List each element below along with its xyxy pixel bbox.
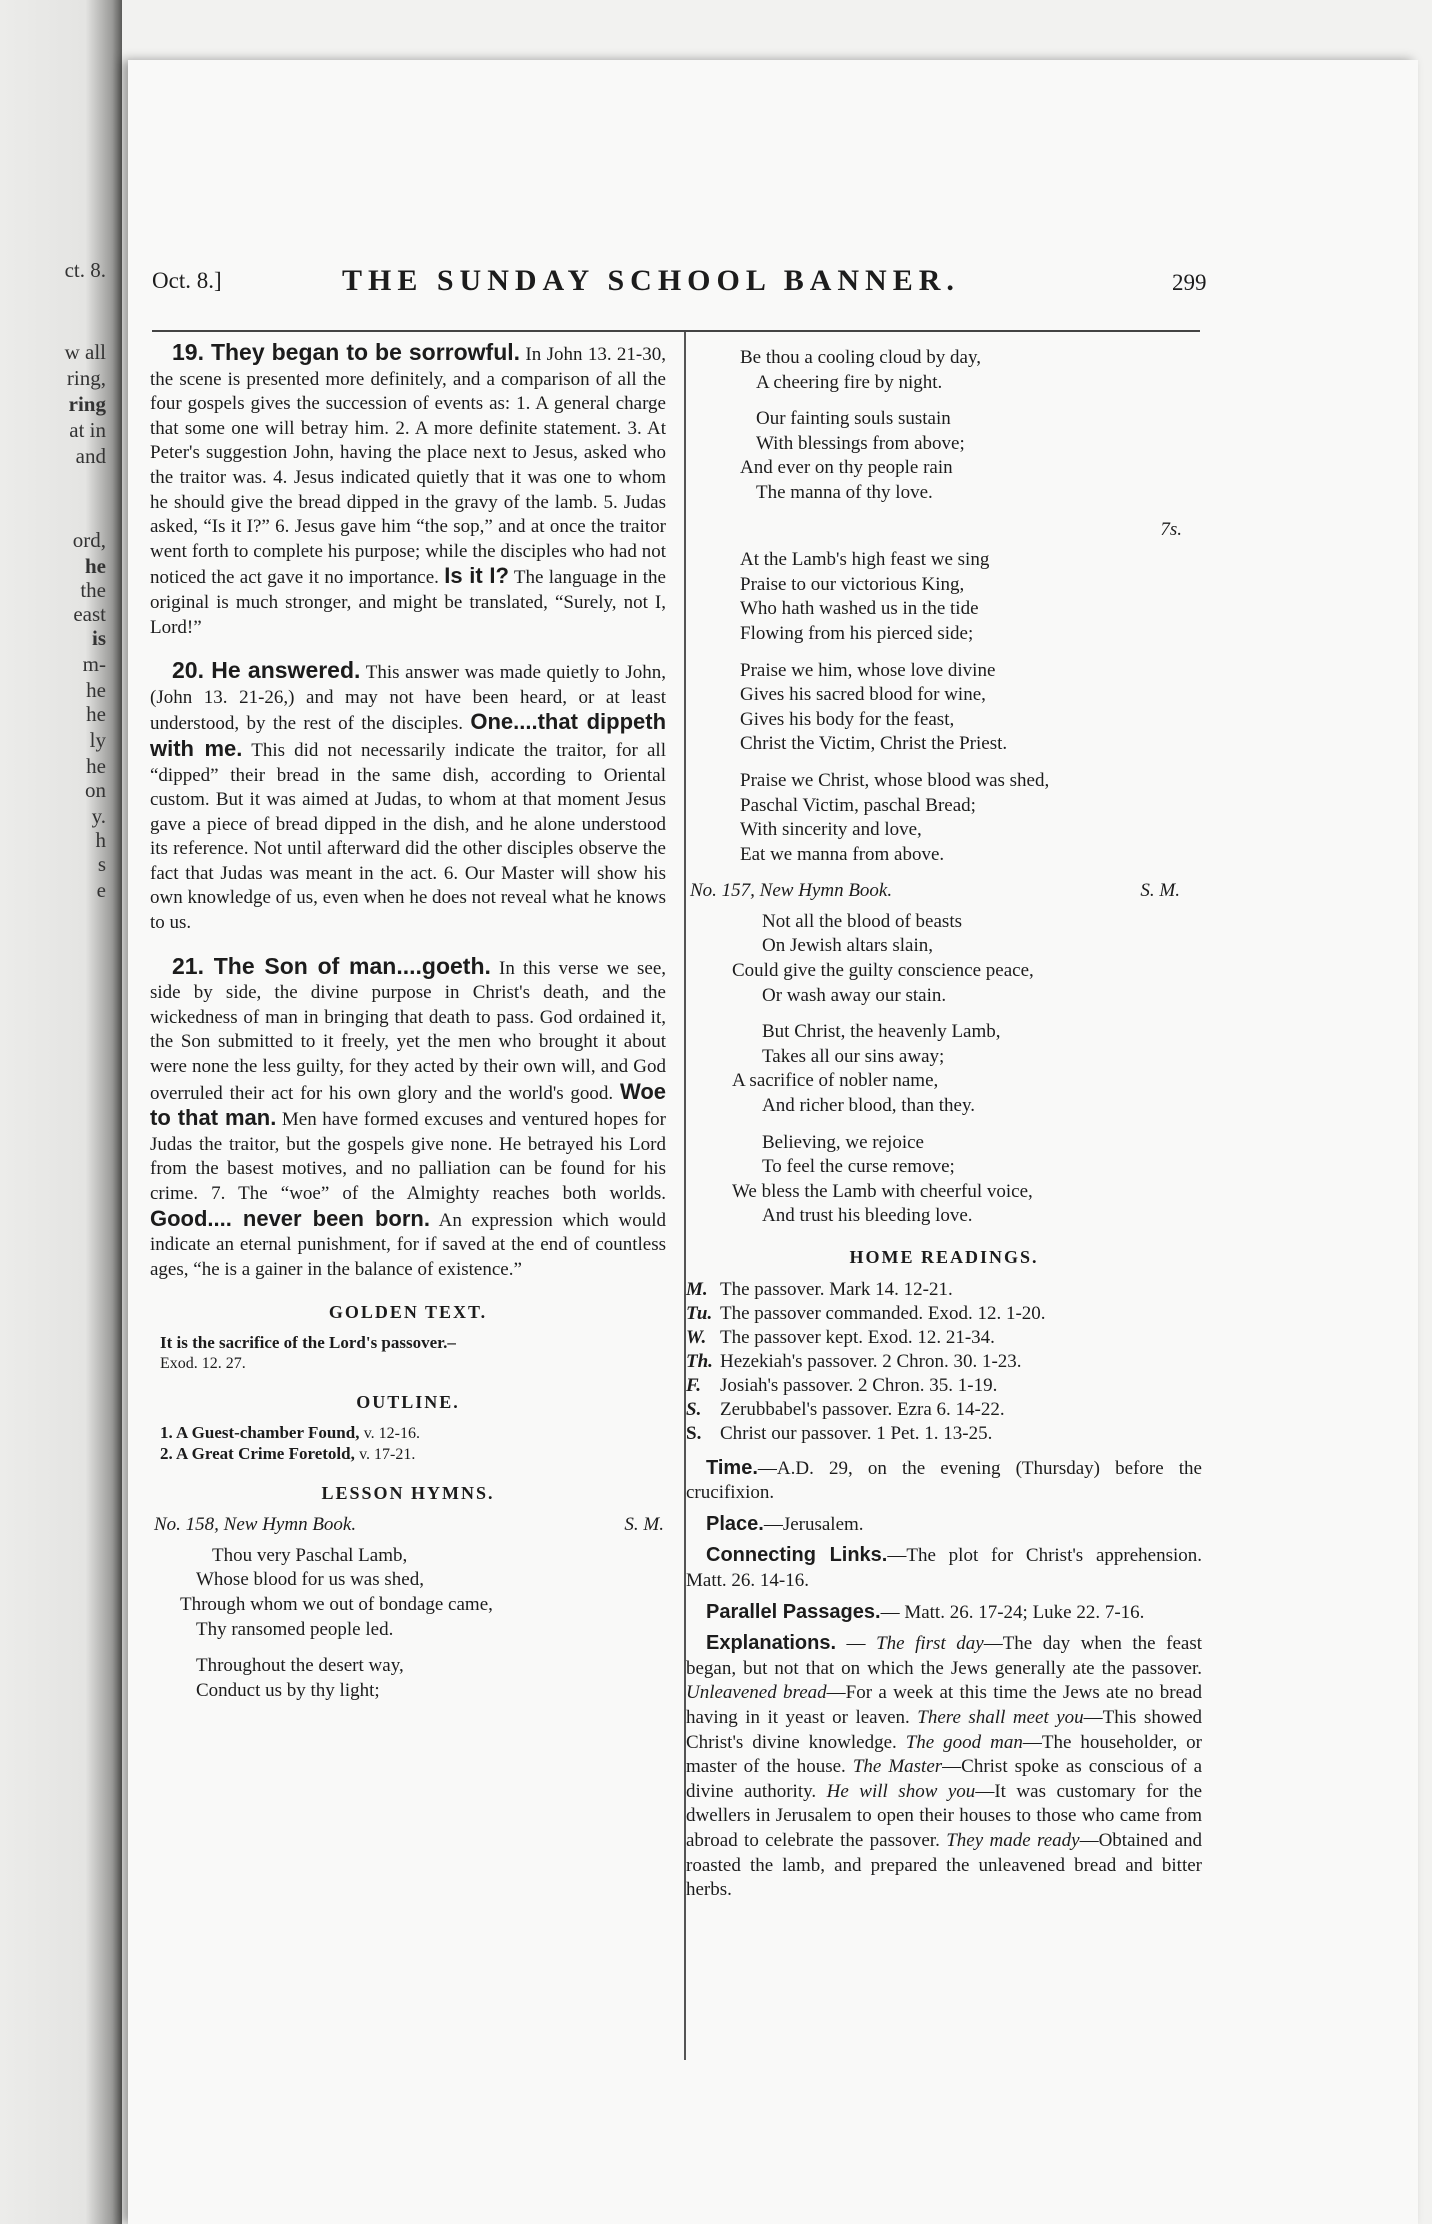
hymn-meter: S. M. [624, 1514, 664, 1536]
explanations-note [686, 1631, 1202, 1903]
hymn-line: Thy ransomed people led. [196, 1618, 394, 1640]
reading-day: Th. [686, 1350, 713, 1372]
hymn-verse [150, 1544, 666, 1642]
note-lead: Is it I? [444, 563, 509, 589]
note-lead: One....that dippeth with me. [150, 709, 667, 761]
hymn-line: Conduct us by thy light; [196, 1679, 380, 1701]
note-lead: 20. He answered. [172, 657, 361, 684]
reading-row [686, 1398, 1202, 1422]
facing-page-text: ly [89, 728, 106, 752]
hymn-line: Throughout the desert way, [196, 1655, 404, 1677]
note-label: Connecting Links. [706, 1544, 888, 1567]
reading-text: Christ our passover. 1 Pet. 1. 13-25. [720, 1422, 993, 1444]
note-lead: 21. The Son of man....goeth. [172, 952, 491, 979]
hymn-verse [686, 346, 1202, 395]
note-text: —The plot for Christ's apprehension. Matt. 26. 14-16. [686, 1545, 1202, 1591]
hymn-line: Whose blood for us was shed, [196, 1569, 424, 1591]
facing-page-text: h [95, 828, 106, 852]
note-text: —Obtained and roasted the lamb, and prepared the unleavened bread and bitter herbs. [686, 1829, 1202, 1901]
note-text: —For a week at this time the Jews ate no bread having in it yeast or leaven. [686, 1682, 1202, 1728]
reading-row [686, 1374, 1202, 1398]
outline-item-text: 1. A Guest-chamber Found, [160, 1422, 360, 1442]
hymn-meter: 7s. [1160, 518, 1182, 540]
reading-day: W. [686, 1326, 707, 1348]
note-text: —The householder, or master of the house. [686, 1731, 1202, 1778]
note-verse-19 [150, 340, 666, 640]
note-lead: Woe to that man. [150, 1078, 666, 1131]
outline-item [160, 1423, 666, 1444]
hymn-line: And ever on thy people rain [740, 457, 953, 479]
hymn-line: Paschal Victim, paschal Bread; [740, 794, 976, 816]
note-text: —Jerusalem. [763, 1513, 864, 1535]
hymn-verse [686, 910, 1202, 1008]
reading-day: S. [686, 1422, 702, 1444]
hymn-line: Could give the guilty conscience peace, [732, 960, 1034, 982]
note-text: This did not necessarily indicate the traitor, for all “dipped” their bread in the same dish, according to Oriental custom. But it was aimed at Judas, to whom at that moment Jesus gave a piece of bread dipped in the dish, and he alone understood its reference. Not until afterward did the other disciples observe the fact that Judas was meant in the act. 6. Our Master will show his own knowledge of us, even when he does not reveal what he knows to us. [150, 739, 666, 934]
note-text: In John 13. 21-30, the scene is presented more definitely, and a comparison of all the four gospels gives the succession of events as: 1. A general charge that some one will betray him. 2. A more definite statement. 3. At Peter's suggestion John, having the place next to Jesus, asked who the traitor was. 4. Jesus indicated quietly that it was one to whom he should give the bread dipped in the gravy of the lamb. 5. Judas asked, “Is it I?” 6. Jesus gave him “the sop,” and at once the traitor went forth to complete his purpose; while the disciples who had not noticed the act gave it no importance. [150, 344, 666, 589]
hymn-source: No. 158, New Hymn Book. [154, 1514, 357, 1536]
outline-heading: OUTLINE. [356, 1391, 460, 1412]
note-text: This answer was made quietly to John, (John 13. 21-26,) and may not have been heard, or at least understood, by the rest of the disciples. [150, 662, 666, 735]
reading-text: The passover commanded. Exod. 12. 1-20. [720, 1302, 1046, 1324]
term: They made ready [946, 1829, 1080, 1851]
hymn-source-line [690, 879, 1180, 904]
hymn-line: At the Lamb's high feast we sing [740, 549, 990, 571]
reading-text: The passover. Mark 14. 12-21. [720, 1278, 953, 1300]
hymn-source-line [154, 1513, 664, 1538]
facing-page-text: ct. 8. [64, 258, 106, 282]
reading-row [686, 1278, 1202, 1302]
facing-page-text: he [85, 554, 106, 578]
header-title: THE SUNDAY SCHOOL BANNER. [342, 264, 960, 297]
hymn-line: But Christ, the heavenly Lamb, [762, 1021, 1001, 1043]
reading-row [686, 1326, 1202, 1350]
note-text: — Matt. 26. 17-24; Luke 22. 7-16. [880, 1601, 1145, 1623]
hymn-verse [150, 1654, 666, 1703]
reading-row [686, 1302, 1202, 1326]
note-text: Men have formed excuses and ventured hopes for Judas the traitor, but the gospels give none. He betrayed his Lord from the basest motives, and no palliation can be found for his crime. 7. The “woe” of the Almighty reaches both worlds. [150, 1109, 666, 1204]
hymn-line: Flowing from his pierced side; [740, 622, 974, 644]
note-lead: 19. They began to be sorrowful. [172, 339, 521, 365]
hymn-line: And trust his bleeding love. [762, 1205, 973, 1227]
facing-page-text: s [97, 852, 106, 876]
hymn-line: With blessings from above; [756, 432, 965, 454]
header-date: Oct. 8.] [152, 268, 222, 293]
home-readings-list [686, 1278, 1202, 1446]
hymn-line: A sacrifice of nobler name, [732, 1070, 939, 1092]
hymn-line: On Jewish altars slain, [762, 935, 933, 957]
time-note [686, 1456, 1202, 1506]
note-label: Explanations. [706, 1632, 837, 1655]
golden-text [160, 1333, 666, 1374]
hymn-verse [686, 659, 1202, 757]
facing-page-text: he [86, 702, 106, 726]
hymn-line: Christ the Victim, Christ the Priest. [740, 733, 1008, 755]
facing-page-text: w all [64, 340, 106, 364]
hymn-verse [686, 548, 1202, 646]
hymn-line: Takes all our sins away; [762, 1045, 945, 1067]
note-text: —The day when the feast began, but not that on which the Jews generally ate the passover. [686, 1633, 1202, 1679]
hymn-line: Be thou a cooling cloud by day, [740, 347, 981, 368]
hymn-line: And richer blood, than they. [762, 1095, 975, 1117]
hymn-line: A cheering fire by night. [756, 371, 943, 393]
term: The good man [905, 1731, 1023, 1753]
note-label: Time. [706, 1456, 758, 1479]
note-text: — [836, 1633, 877, 1655]
reading-text: Hezekiah's passover. 2 Chron. 30. 1-23. [720, 1350, 1022, 1372]
reading-day: Tu. [686, 1302, 713, 1324]
place-note [686, 1512, 1202, 1538]
reading-text: Josiah's passover. 2 Chron. 35. 1-19. [720, 1374, 998, 1396]
note-text: —This showed Christ's divine knowledge. [686, 1706, 1203, 1753]
term: The Master [852, 1756, 943, 1778]
note-lead: Good.... never been born. [150, 1205, 430, 1231]
term: The first day [876, 1633, 984, 1655]
note-label: Parallel Passages. [706, 1600, 881, 1623]
page-number: 299 [1172, 270, 1207, 295]
facing-page-edge [0, 0, 122, 2224]
reading-row [686, 1422, 1202, 1446]
hymn-line: Believing, we rejoice [762, 1131, 924, 1153]
reading-day: S. [686, 1398, 702, 1420]
hymn-line: With sincerity and love, [740, 819, 922, 841]
facing-page-text: he [86, 678, 106, 702]
lesson-hymns-heading: LESSON HYMNS. [321, 1482, 495, 1503]
outline-item-ref: v. 17-21. [359, 1445, 416, 1463]
hymn-verse [686, 1131, 1202, 1229]
reading-text: The passover kept. Exod. 12. 21-34. [720, 1326, 995, 1348]
running-header [152, 262, 1212, 302]
golden-text-ref: Exod. 12. 27. [160, 1354, 246, 1372]
hymn-line: Who hath washed us in the tide [740, 598, 979, 620]
reading-day: M. [686, 1278, 708, 1300]
reading-day: F. [686, 1374, 701, 1396]
note-label: Place. [706, 1512, 764, 1535]
facing-page-text: the [80, 578, 106, 602]
hymn-line: Through whom we out of bondage came, [180, 1593, 493, 1615]
note-text: —A.D. 29, on the evening (Thursday) before the crucifixion. [686, 1457, 1202, 1504]
facing-page-text: on [85, 778, 106, 802]
hymn-line: Praise to our victorious King, [740, 573, 965, 595]
hymn-line: Or wash away our stain. [762, 984, 947, 1006]
hymn-meter: S. M. [1140, 880, 1180, 902]
facing-page-text: east [73, 602, 106, 626]
hymn-source: No. 157, New Hymn Book. [690, 880, 893, 902]
facing-page-text: he [86, 754, 106, 778]
home-readings-heading: HOME READINGS. [849, 1247, 1039, 1267]
hymn-line: Eat we manna from above. [740, 843, 945, 865]
hymn-line: Praise we him, whose love divine [740, 659, 996, 681]
outline-item-ref: v. 12-16. [363, 1424, 421, 1442]
note-verse-21 [150, 954, 666, 1283]
note-text: In this verse we see, side by side, the divine purpose in Christ's death, and the wickedness of man in bringing that death to pass. God ordained it, the Son submitted to it freely, yet the men who brought it about were none the less guilty, for they acted by their own will, and God overruled their act for his own glory and the world's good. [150, 957, 667, 1104]
term: There shall meet you [917, 1706, 1084, 1728]
hymn-verse [686, 407, 1202, 505]
hymn-verse [686, 1020, 1202, 1118]
hymn-line: We bless the Lamb with cheerful voice, [732, 1180, 1033, 1202]
header-rule [152, 330, 1200, 332]
note-text: An expression which would indicate an eternal punishment, for if saved at the end of countless ages, “he is a gainer in the balance of existence.” [150, 1209, 666, 1280]
facing-page-text: at in [69, 418, 106, 442]
term: Unleavened bread [686, 1682, 827, 1704]
note-text: —It was customary for the dwellers in Jerusalem to open their houses to those who came from abroad to celebrate the passover. [686, 1780, 1202, 1851]
hymn-line: Gives his body for the feast, [740, 708, 955, 730]
note-text: The language in the original is much stronger, and might be translated, “Surely, not I, Lord!” [150, 567, 666, 638]
facing-page-text: ord, [72, 528, 106, 552]
reading-row [686, 1350, 1202, 1374]
note-verse-20 [150, 658, 666, 936]
outline-item-text: 2. A Great Crime Foretold, [160, 1443, 355, 1463]
parallel-passages-note [686, 1600, 1202, 1626]
facing-page-text: ring, [66, 366, 106, 390]
reading-text: Zerubbabel's passover. Ezra 6. 14-22. [720, 1398, 1005, 1420]
hymn-line: The manna of thy love. [756, 481, 933, 503]
hymn-line: Thou very Paschal Lamb, [212, 1544, 408, 1566]
hymn-line: Our fainting souls sustain [756, 408, 951, 430]
hymn-line: To feel the curse remove; [762, 1156, 955, 1178]
left-column [150, 340, 666, 1715]
outline-item [160, 1444, 666, 1465]
right-column [686, 340, 1202, 1909]
term: He will show you [826, 1780, 976, 1802]
golden-text-heading: GOLDEN TEXT. [328, 1302, 488, 1323]
connecting-links-note [686, 1543, 1202, 1593]
facing-page-text: is [91, 626, 106, 650]
note-text: —Christ spoke as conscious of a divine authority. [686, 1756, 1203, 1802]
hymn-verse [686, 769, 1202, 867]
facing-page-text: and [75, 444, 106, 468]
facing-page-text: y. [91, 804, 106, 828]
facing-page-text: ring [68, 392, 106, 416]
golden-text-body: It is the sacrifice of the Lord's passover.– [160, 1332, 456, 1352]
hymn-line: Not all the blood of beasts [762, 910, 962, 932]
facing-page-text: e [96, 878, 106, 902]
hymn-line: Praise we Christ, whose blood was shed, [740, 769, 1050, 791]
facing-page-text: m- [82, 652, 106, 676]
hymn-line: Gives his sacred blood for wine, [740, 684, 986, 706]
